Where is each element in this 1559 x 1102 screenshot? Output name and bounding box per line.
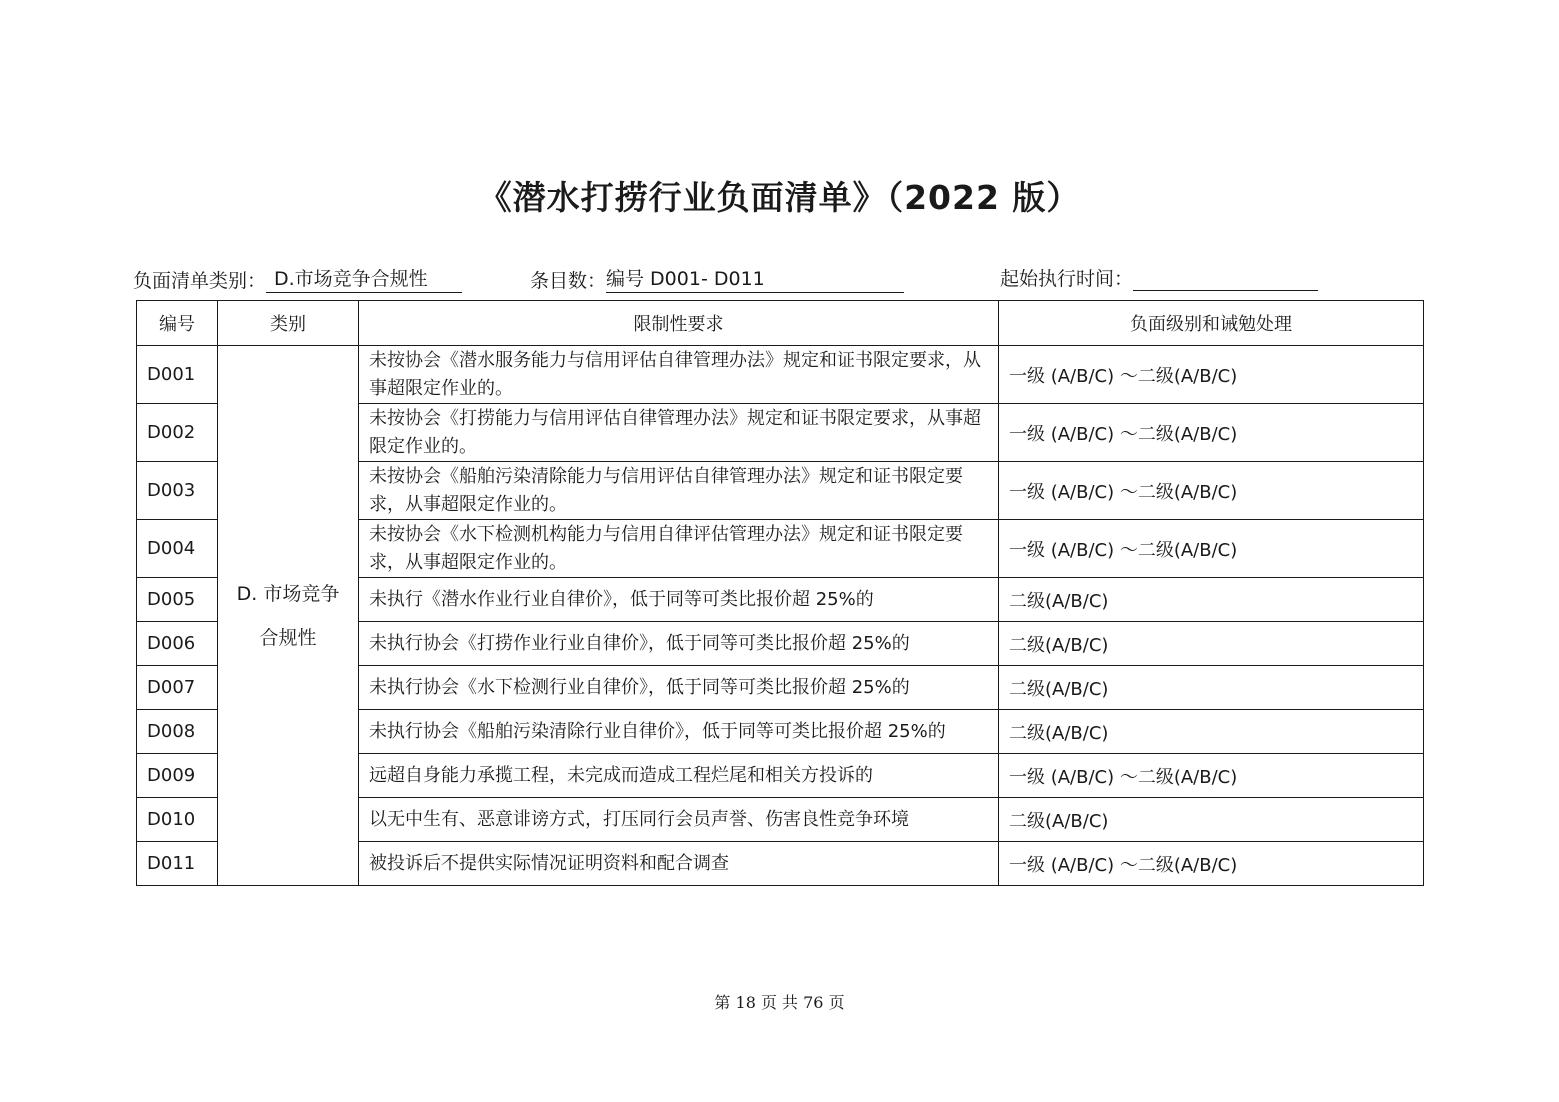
document-title: 《潜水打捞行业负面清单》（2022 版）	[478, 178, 1081, 217]
row-level: 一级 (A/B/C) ～二级(A/B/C)	[999, 842, 1424, 886]
category-label: 负面清单类别：	[133, 270, 267, 292]
row-requirement: 未执行协会《水下检测行业自律价》，低于同等可类比报价超 25%的	[359, 666, 999, 710]
row-requirement: 未执行协会《打捞作业行业自律价》，低于同等可类比报价超 25%的	[359, 622, 999, 666]
row-level: 一级 (A/B/C) ～二级(A/B/C)	[999, 754, 1424, 798]
row-category: D. 市场竞争合规性	[218, 346, 359, 886]
start-time-label: 起始执行时间：	[1000, 268, 1134, 290]
row-id: D004	[137, 520, 218, 578]
page-number: 第 18 页 共 76 页	[714, 993, 845, 1012]
meta-count	[530, 264, 904, 292]
row-requirement: 远超自身能力承揽工程，未完成而造成工程烂尾和相关方投诉的	[359, 754, 999, 798]
row-requirement: 未执行《潜水作业行业自律价》，低于同等可类比报价超 25%的	[359, 578, 999, 622]
row-requirement: 未执行协会《船舶污染清除行业自律价》，低于同等可类比报价超 25%的	[359, 710, 999, 754]
row-id: D002	[137, 404, 218, 462]
row-requirement: 未按协会《船舶污染清除能力与信用评估自律管理办法》规定和证书限定要求，从事超限定作业的。	[359, 462, 999, 520]
row-requirement: 以无中生有、恶意诽谤方式，打压同行会员声誉、伤害良性竞争环境	[359, 798, 999, 842]
row-level: 二级(A/B/C)	[999, 622, 1424, 666]
start-time-value	[1133, 267, 1318, 291]
row-id: D008	[137, 710, 218, 754]
row-requirement: 未按协会《水下检测机构能力与信用自律评估管理办法》规定和证书限定要求，从事超限定作业的。	[359, 520, 999, 578]
row-id: D001	[137, 346, 218, 404]
row-id: D003	[137, 462, 218, 520]
negative-list-table	[136, 300, 1424, 886]
table-row	[137, 346, 1424, 404]
row-level: 二级(A/B/C)	[999, 666, 1424, 710]
row-level: 一级 (A/B/C) ～二级(A/B/C)	[999, 404, 1424, 462]
table-header-row	[137, 301, 1424, 346]
row-level: 二级(A/B/C)	[999, 798, 1424, 842]
row-level: 二级(A/B/C)	[999, 710, 1424, 754]
row-requirement: 被投诉后不提供实际情况证明资料和配合调查	[359, 842, 999, 886]
meta-start-time	[1000, 264, 1318, 292]
row-id: D006	[137, 622, 218, 666]
row-id: D010	[137, 798, 218, 842]
row-level: 一级 (A/B/C) ～二级(A/B/C)	[999, 346, 1424, 404]
row-requirement: 未按协会《潜水服务能力与信用评估自律管理办法》规定和证书限定要求，从事超限定作业的。	[359, 346, 999, 404]
row-id: D009	[137, 754, 218, 798]
row-id: D005	[137, 578, 218, 622]
category-value: D.市场竞争合规性	[266, 264, 462, 293]
row-level: 一级 (A/B/C) ～二级(A/B/C)	[999, 520, 1424, 578]
count-label: 条目数：	[530, 270, 607, 292]
row-id: D007	[137, 666, 218, 710]
header-category: 类别	[218, 301, 359, 346]
row-level: 二级(A/B/C)	[999, 578, 1424, 622]
row-level: 一级 (A/B/C) ～二级(A/B/C)	[999, 462, 1424, 520]
header-id: 编号	[137, 301, 218, 346]
count-value: 编号 D001- D011	[606, 264, 904, 293]
meta-category	[133, 264, 462, 292]
row-id: D011	[137, 842, 218, 886]
header-requirement: 限制性要求	[359, 301, 999, 346]
header-level: 负面级别和诫勉处理	[999, 301, 1424, 346]
row-requirement: 未按协会《打捞能力与信用评估自律管理办法》规定和证书限定要求，从事超限定作业的。	[359, 404, 999, 462]
